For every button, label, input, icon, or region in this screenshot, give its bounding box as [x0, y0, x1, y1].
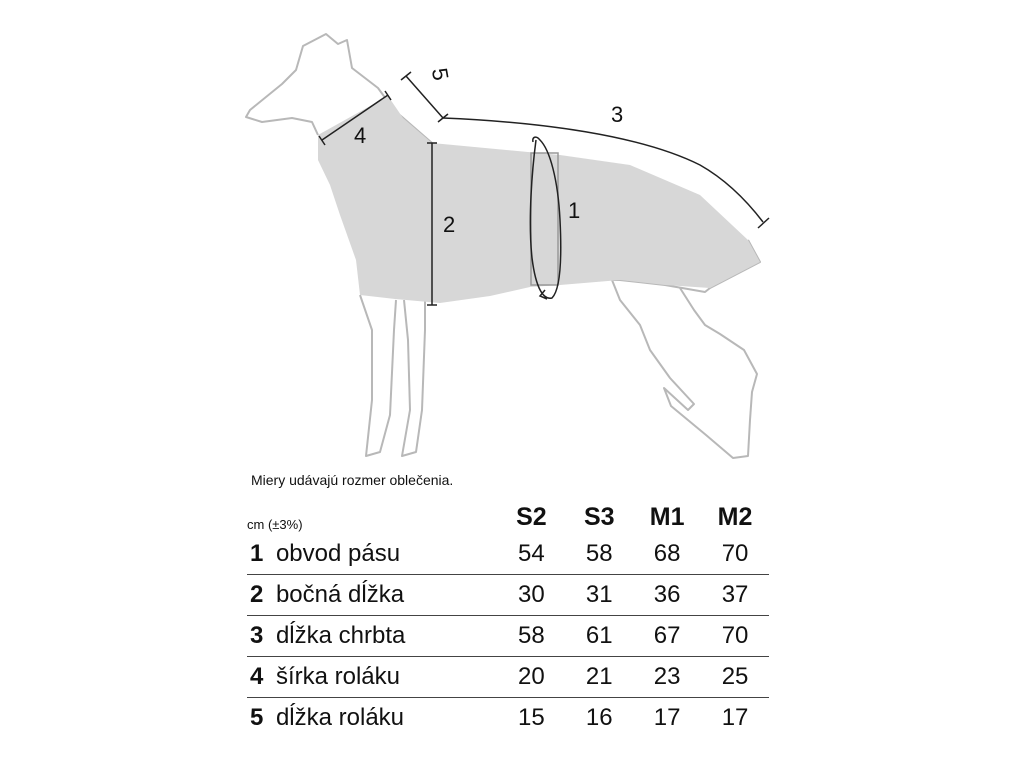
size-header-row	[247, 500, 769, 534]
row-value: 20	[497, 657, 565, 698]
table-row	[247, 534, 769, 575]
size-header: S3	[583, 502, 615, 531]
row-value: 16	[585, 704, 613, 731]
unit-label: cm (±3%)	[247, 517, 303, 532]
row-value: 58	[565, 534, 633, 575]
table-row	[247, 616, 769, 657]
size-header: M1	[649, 502, 685, 531]
label-2: 2	[443, 212, 456, 237]
row-value: 31	[565, 575, 633, 616]
row-value: 25	[701, 657, 769, 698]
row-value: 68	[633, 534, 701, 575]
row-value: 67	[633, 616, 701, 657]
row-label: bočná dĺžka	[276, 575, 497, 616]
table-row	[247, 657, 769, 698]
row-label: šírka roláku	[276, 657, 497, 698]
row-value: 30	[497, 575, 565, 616]
row-number: 2	[247, 575, 276, 616]
row-number: 5	[250, 704, 264, 731]
row-value: 15	[518, 704, 545, 731]
row-value: 17	[721, 704, 749, 731]
row-value: 54	[497, 534, 565, 575]
row-number: 3	[247, 616, 276, 657]
table-row	[247, 698, 769, 739]
size-table	[247, 500, 769, 738]
measurement-note: Miery udávajú rozmer oblečenia.	[251, 472, 454, 488]
row-value: 17	[653, 704, 681, 731]
row-label: obvod pásu	[276, 534, 497, 575]
row-value: 58	[497, 616, 565, 657]
row-label: dĺžka chrbta	[276, 616, 497, 657]
label-1: 1	[568, 198, 581, 223]
coat-shape	[318, 96, 760, 303]
row-value: 70	[701, 616, 769, 657]
row-value: 36	[633, 575, 701, 616]
table-row	[247, 575, 769, 616]
row-value: 61	[565, 616, 633, 657]
size-header: M2	[717, 502, 753, 531]
label-3: 3	[611, 102, 624, 127]
row-value: 23	[633, 657, 701, 698]
size-header: S2	[516, 502, 547, 531]
label-4: 4	[354, 123, 367, 148]
row-number: 1	[247, 534, 276, 575]
row-label: dĺžka roláku	[275, 704, 405, 731]
label-5: 5	[426, 66, 454, 83]
row-value: 21	[565, 657, 633, 698]
row-value: 70	[701, 534, 769, 575]
row-value: 37	[701, 575, 769, 616]
row-number: 4	[247, 657, 276, 698]
